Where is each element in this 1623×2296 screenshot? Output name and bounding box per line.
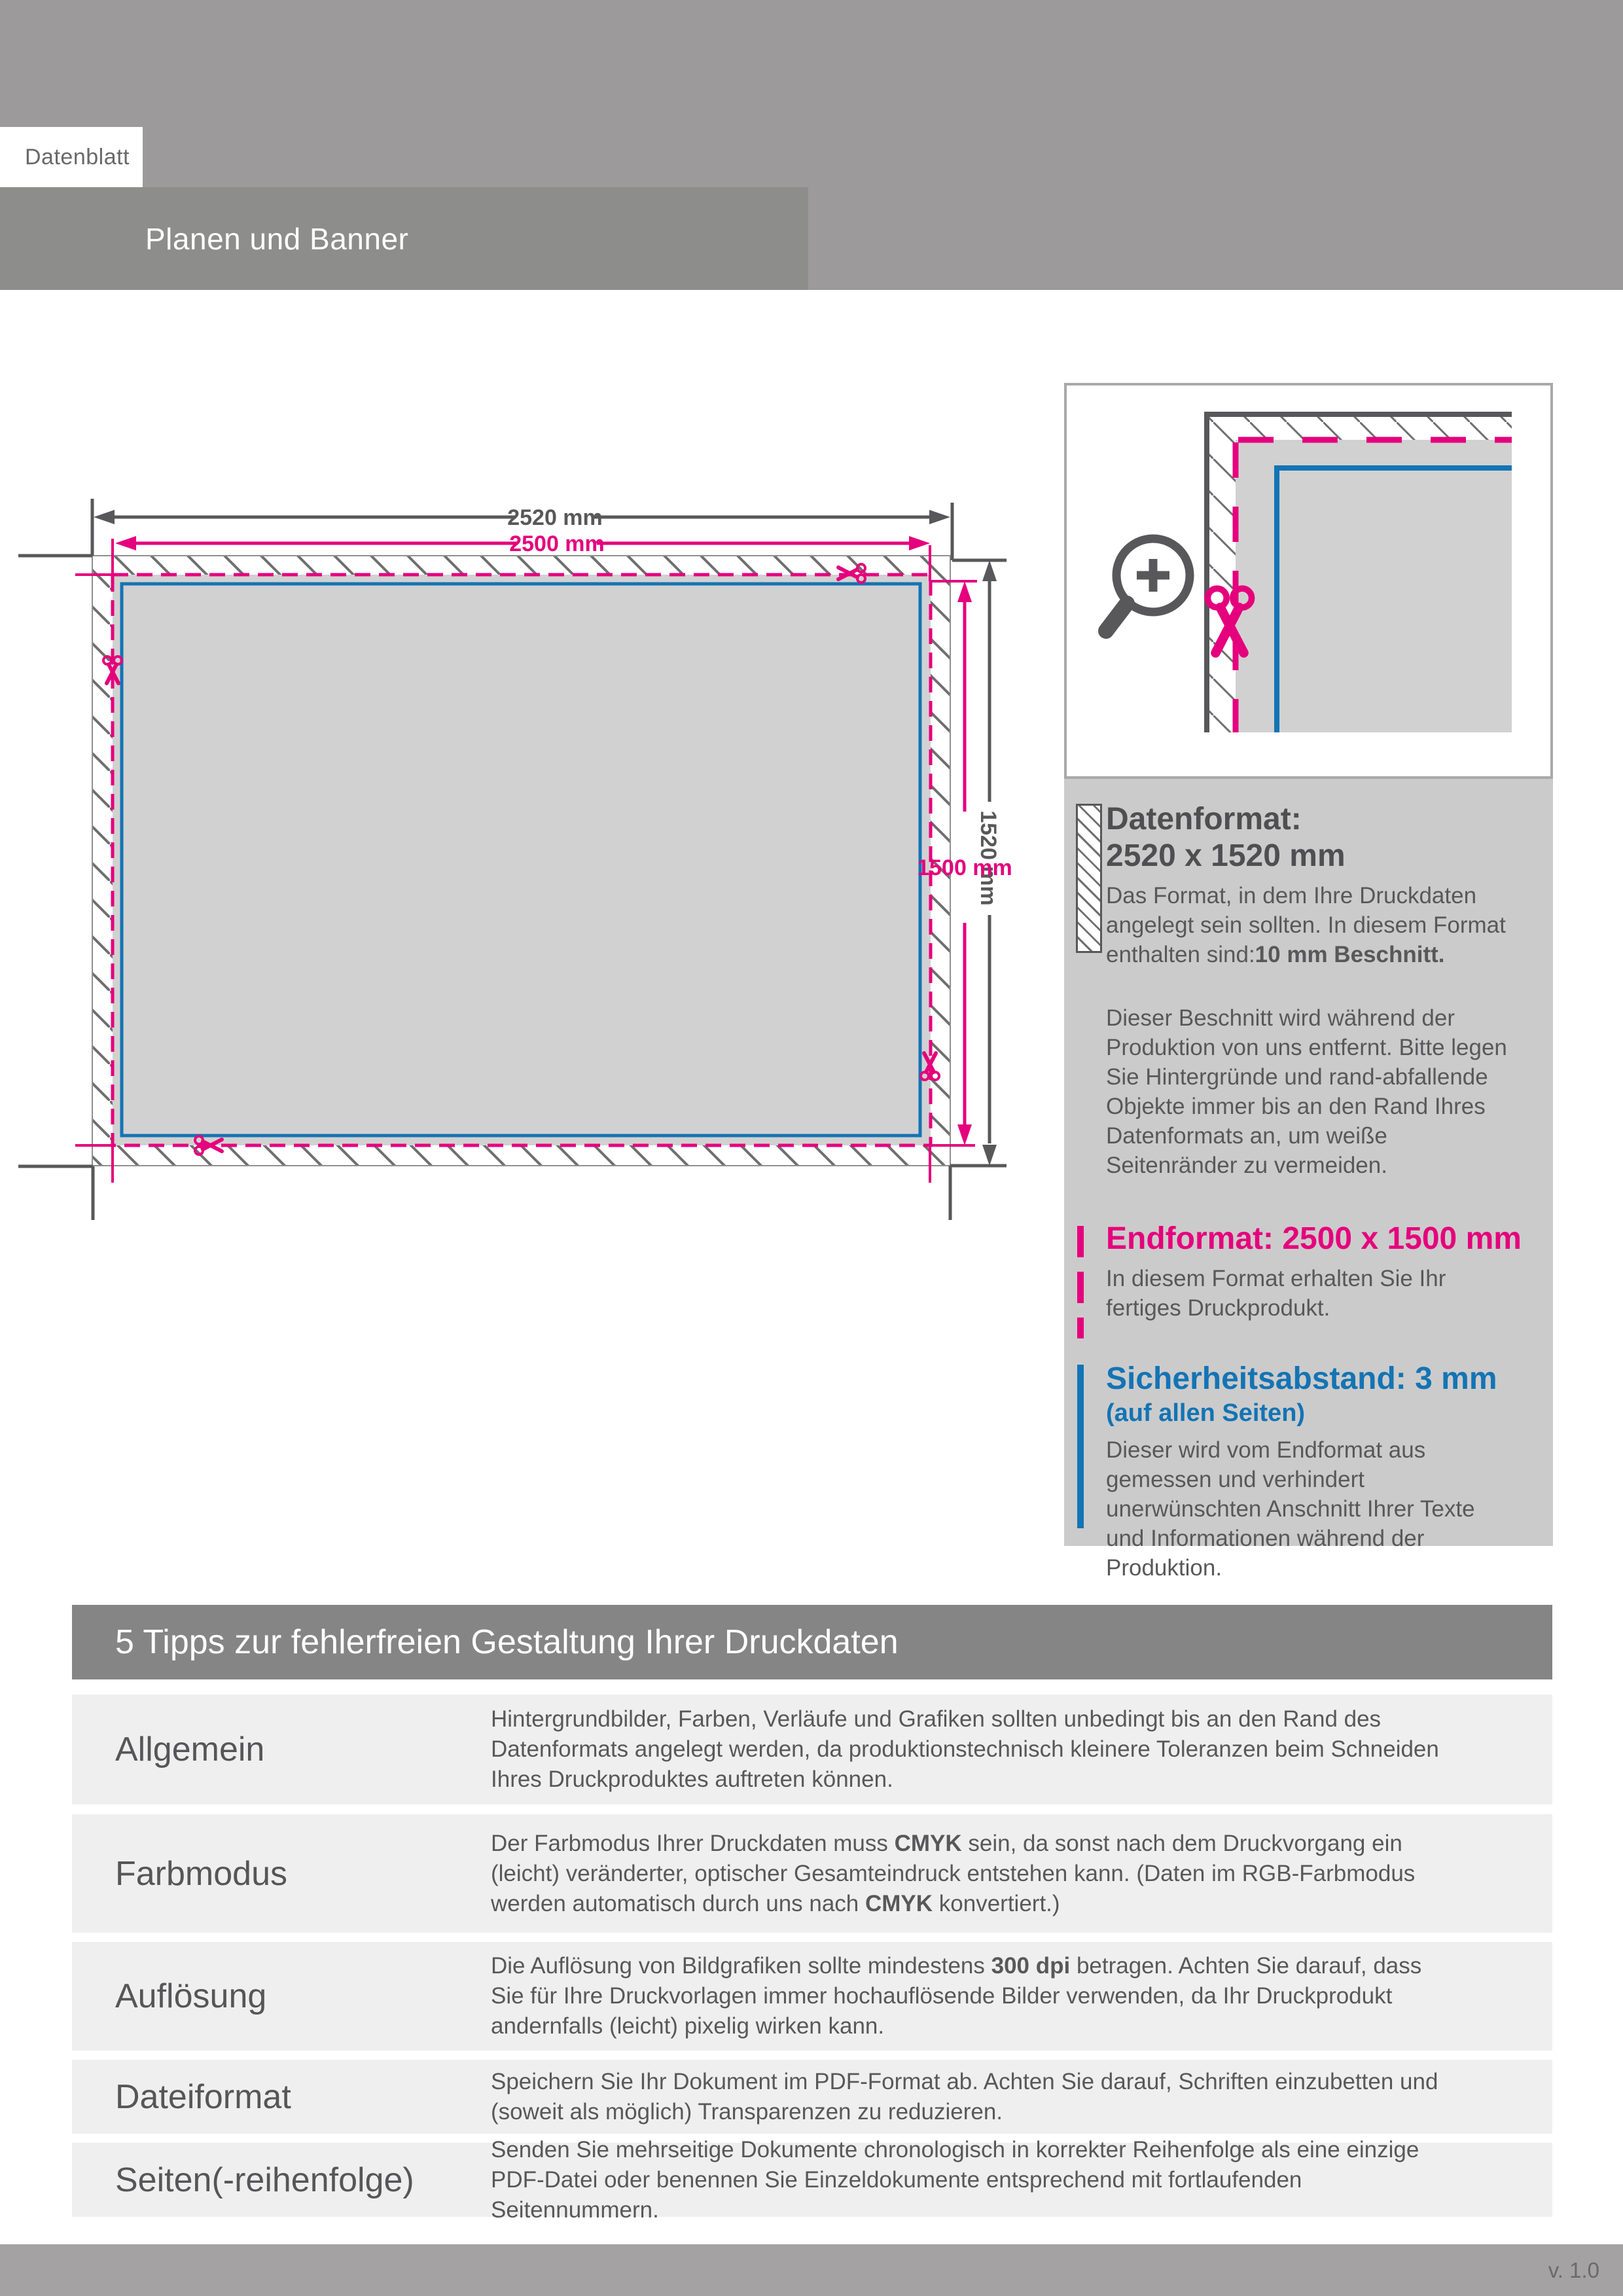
datenformat-body: Dieser Beschnitt wird während der Produktion von uns entfernt. Bitte legen Sie Hintergründe und rand-abfallende Objekte immer bis an den Rand Ihres Datenformats an, um weiße Seitenränder zu vermeiden. — [1106, 1005, 1507, 1178]
format-diagram — [0, 478, 1060, 1250]
hatch-bleed-icon — [1076, 804, 1102, 953]
datenformat-intro: Das Format, in dem Ihre Druckdaten angelegt sein sollten. In diesem Format enthalten sind:10 mm Beschnitt. — [1106, 883, 1506, 967]
magenta-dashed-bar-icon — [1077, 1226, 1084, 1338]
format-info-panel — [1064, 779, 1553, 1581]
tip-row-seitenreihenfolge — [72, 2136, 1552, 2223]
title-band — [0, 187, 808, 290]
zoom-detail-drawing — [1067, 386, 1550, 776]
dim-outer-width — [94, 505, 950, 530]
tip-row-dateiformat — [72, 2060, 1552, 2134]
sicherheitsabstand-body: Dieser wird vom Endformat aus gemessen und verhindert unerwünschten Anschnitt Ihrer Texte und Informationen während der Produktion. — [1106, 1437, 1475, 1581]
dim-outer-height-label: 1520 mm — [976, 810, 1001, 906]
datenblatt-label: Datenblatt — [25, 144, 130, 170]
tip-description: Die Auflösung von Bildgrafiken sollte mindestens 300 dpi betragen. Achten Sie darauf, dass Sie für Ihre Druckvorlagen immer hochauflösende Bilder verwenden, da Ihr Druckprodukt andernfalls (leicht) pixelig wirken kann. — [491, 1953, 1422, 2039]
magnifier-plus-icon — [1106, 539, 1190, 631]
tip-row-aufloesung — [72, 1942, 1552, 2051]
tip-label: Auflösung — [115, 1977, 267, 2015]
tip-label: Seiten(-reihenfolge) — [115, 2161, 414, 2199]
tip-description: Speichern Sie Ihr Dokument im PDF-Format ab. Achten Sie darauf, Schriften einzubetten und (soweit als möglich) Transparenzen zu reduzieren. — [491, 2068, 1438, 2125]
dim-outer-width-label: 2520 mm — [507, 505, 603, 530]
sicherheitsabstand-block — [1106, 1361, 1531, 1583]
page-title: Planen und Banner — [145, 221, 409, 256]
datenformat-heading: Datenformat: — [1106, 802, 1302, 836]
endformat-body: In diesem Format erhalten Sie Ihr fertiges Druckprodukt. — [1106, 1266, 1446, 1321]
datenformat-size: 2520 x 1520 mm — [1106, 838, 1346, 873]
tip-row-allgemein — [72, 1695, 1552, 1804]
tip-label: Allgemein — [115, 1731, 265, 1768]
tip-label: Dateiformat — [115, 2077, 291, 2116]
footer-band — [0, 2244, 1623, 2296]
tip-row-farbmodus — [72, 1814, 1552, 1933]
endformat-heading: Endformat: 2500 x 1500 mm — [1106, 1221, 1522, 1256]
sicherheitsabstand-sub: (auf allen Seiten) — [1106, 1399, 1306, 1427]
beschnitt-block — [1106, 1003, 1531, 1180]
tip-description: Hintergrundbilder, Farben, Verläufe und Grafiken sollten unbedingt bis an den Rand des Datenformats angelegt werden, da produktionstechnisch kleinere Toleranzen beim Schneiden Ihres Druckproduktes auftreten können. — [491, 1706, 1439, 1792]
dim-trim-width-label: 2500 mm — [509, 531, 605, 556]
endformat-block — [1106, 1221, 1531, 1323]
datenblatt-tag — [0, 127, 143, 187]
sicherheitsabstand-heading: Sicherheitsabstand: 3 mm — [1106, 1361, 1497, 1396]
tips-banner — [72, 1605, 1552, 1679]
tips-banner-title: 5 Tipps zur fehlerfreien Gestaltung Ihrer Druckdaten — [115, 1623, 899, 1661]
zoom-detail-box — [1064, 383, 1553, 779]
datenformat-block — [1106, 801, 1531, 969]
tip-description: Der Farbmodus Ihrer Druckdaten muss CMYK sein, da sonst nach dem Druckvorgang ein (leicht) veränderter, optischer Gesamteindruck entstehen kann. (Daten im RGB-Farbmodus werden automatisch durch uns nach CMYK konvertiert.) — [491, 1830, 1416, 1916]
dataformat-area — [113, 575, 931, 1145]
tip-description: Senden Sie mehrseitige Dokumente chronologisch in korrekter Reihenfolge als eine einzige PDF-Datei oder benennen Sie Einzeldokumente entsprechend mit fortlaufenden Seitennummern. — [491, 2136, 1419, 2223]
blue-solid-bar-icon — [1077, 1365, 1084, 1528]
version-label: v. 1.0 — [1548, 2257, 1599, 2282]
dim-trim-height-label: 1500 mm — [917, 855, 1012, 880]
tip-label: Farbmodus — [115, 1854, 287, 1893]
